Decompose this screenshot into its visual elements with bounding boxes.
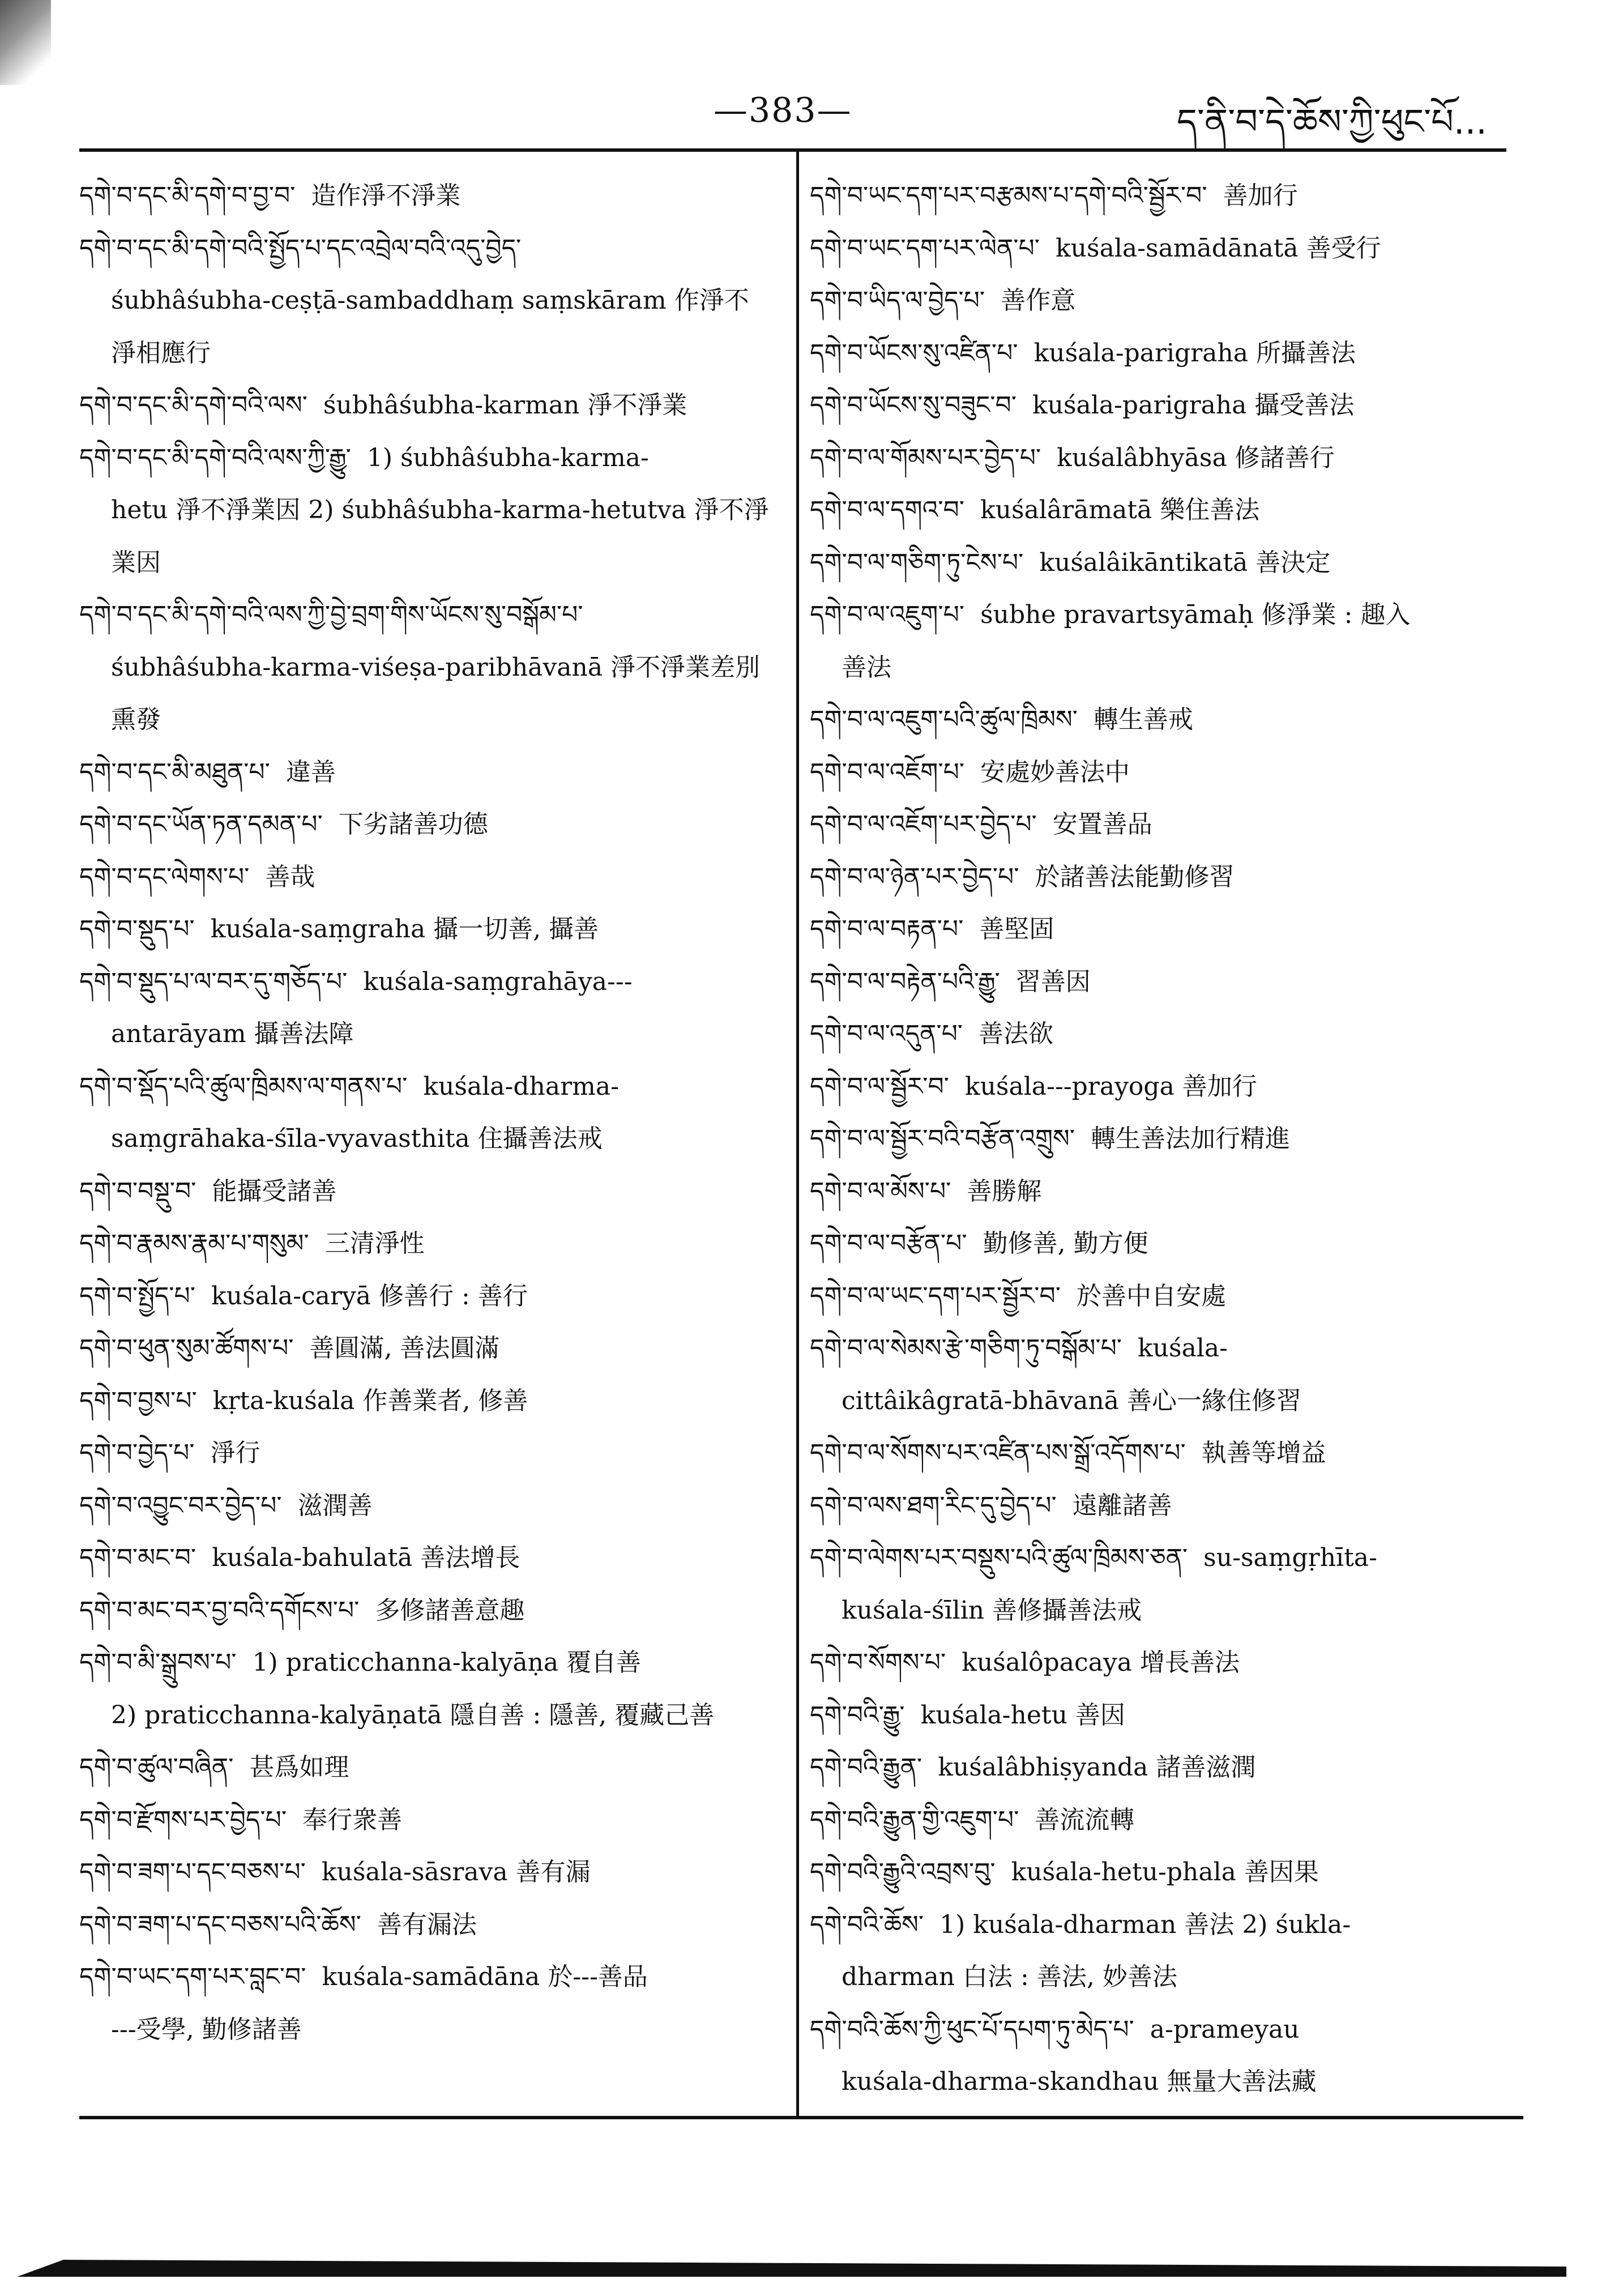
entry-gloss: 轉生善法加行精進 — [1090, 1124, 1290, 1153]
entry-headword: དགེ་བ་བསྡུ་བ་ — [79, 1176, 197, 1206]
entry-gloss: 造作淨不淨業 — [311, 181, 461, 210]
entry-headword: དགེ་བ་ལ་མོས་པ་ — [810, 1176, 951, 1206]
dictionary-entry — [79, 1951, 770, 2056]
entry-headword: དགེ་བ་འབྱུང་བར་བྱེད་པ་ — [79, 1491, 282, 1520]
dictionary-entry — [810, 1166, 1512, 1218]
entry-gloss: 於善中自安處 — [1077, 1281, 1226, 1311]
entry-gloss: kuśalâikāntikatā 善決定 — [1039, 548, 1331, 577]
dictionary-entry — [810, 275, 1512, 327]
entry-headword: དགེ་བ་ལེགས་པར་བསྡུས་པའི་ཚུལ་ཁྲིམས་ཅན་ — [810, 1543, 1188, 1572]
entry-continuation: ---受學, 勤修諸善 — [111, 2015, 302, 2044]
entry-gloss: 1) kuśala-dharman 善法 2) śukla- — [939, 1910, 1351, 1939]
dictionary-entry — [810, 799, 1512, 851]
dictionary-entry — [810, 1322, 1512, 1427]
dictionary-entry — [79, 1846, 770, 1899]
entry-gloss: 習善因 — [1015, 967, 1091, 996]
dictionary-entry — [79, 1061, 770, 1166]
dictionary-entry — [810, 1532, 1512, 1637]
entry-headword: དགེ་བ་དང་མི་དགེ་བའི་སྤྱོད་པ་དང་འབྲེལ་བའི་འདུ་བྱེད་ — [79, 233, 522, 263]
entry-gloss: 安置善品 — [1052, 810, 1152, 839]
dictionary-entry — [810, 851, 1512, 904]
dictionary-entry — [810, 1427, 1512, 1480]
entry-gloss: a-prameyau — [1150, 2015, 1300, 2044]
entry-gloss: kuśala-saṃgraha 攝一切善, 攝善 — [210, 915, 599, 944]
entry-gloss: kuśalâbhiṣyanda 諸善滋潤 — [938, 1753, 1256, 1782]
dictionary-entry — [810, 170, 1512, 223]
entry-gloss: 淨行 — [210, 1439, 260, 1467]
entry-gloss: kuśalâbhyāsa 修諸善行 — [1057, 443, 1335, 472]
entry-gloss: 違善 — [285, 757, 336, 787]
entry-gloss: kuśala-samādānatā 善受行 — [1056, 233, 1381, 263]
entry-headword: དགེ་བ་ལ་སྦྱོར་བའི་བརྩོན་འགྲུས་ — [810, 1124, 1075, 1153]
dictionary-entry — [810, 1008, 1512, 1061]
dictionary-entry — [79, 1742, 770, 1794]
entry-gloss: 甚爲如理 — [249, 1753, 349, 1782]
entry-headword: དགེ་བ་ཡིད་ལ་བྱེད་པ་ — [810, 286, 985, 315]
top-rule — [79, 148, 1506, 152]
entry-headword: དགེ་བ་ཡང་དག་པར་བླང་བ་ — [79, 1962, 306, 1991]
entry-gloss: kuśala- — [1138, 1334, 1228, 1363]
scan-edge-artifact — [0, 0, 51, 85]
entry-headword: དགེ་བ་ཡོངས་སུ་འཛིན་པ་ — [810, 338, 1018, 368]
entry-headword: དགེ་བ་རྫོགས་པར་བྱེད་པ་ — [79, 1805, 287, 1834]
entry-headword: དགེ་བ་ལས་ཐག་རིང་དུ་བྱེད་པ་ — [810, 1491, 1057, 1520]
entry-headword: དགེ་བ་ཡང་དག་པར་བརྩམས་པ་དགེ་བའི་སྦྱོར་བ་ — [810, 181, 1207, 210]
dictionary-entry — [79, 1375, 770, 1428]
entry-gloss: 善法欲 — [979, 1019, 1054, 1048]
dictionary-entry — [79, 589, 770, 746]
dictionary-entry — [79, 1218, 770, 1270]
entry-headword: དགེ་བ་ཟག་པ་དང་བཅས་པའི་ཆོས་ — [79, 1910, 361, 1939]
entry-gloss: 善勝解 — [967, 1176, 1042, 1206]
entry-gloss: 下劣諸善功德 — [338, 810, 488, 839]
entry-headword: དགེ་བ་ལ་གོམས་པར་བྱེད་པ་ — [810, 443, 1041, 472]
entry-headword: དགེ་བ་དང་ཡོན་ཏན་དམན་པ་ — [79, 810, 323, 839]
entry-headword: དགེ་བ་དང་མི་དགེ་བའི་ལས་ — [79, 391, 307, 420]
entry-gloss: kuśala-parigraha 攝受善法 — [1032, 391, 1355, 420]
entry-gloss: 遠離諸善 — [1072, 1491, 1172, 1520]
dictionary-entry — [79, 799, 770, 851]
dictionary-entry — [79, 1427, 770, 1480]
dictionary-entry — [810, 1742, 1512, 1794]
entry-headword: དགེ་བ་མང་བར་བྱ་བའི་དགོངས་པ་ — [79, 1595, 360, 1625]
entry-gloss: kuśala---prayoga 善加行 — [964, 1072, 1257, 1101]
dictionary-entry — [79, 223, 770, 380]
dictionary-entry — [79, 746, 770, 799]
dictionary-entry — [79, 1480, 770, 1533]
entry-gloss: kuśala-sāsrava 善有漏 — [321, 1858, 591, 1887]
entry-continuation: 善法 — [842, 652, 891, 682]
entry-headword: དགེ་བ་དང་མི་དགེ་བའི་ལས་ཀྱི་རྒྱུ་ — [79, 443, 351, 472]
entry-headword: དགེ་བ་ལ་བརྟན་པ་ — [810, 915, 964, 944]
entry-gloss: 善圓滿, 善法圓滿 — [309, 1334, 500, 1363]
entry-headword: དགེ་བ་ཟག་པ་དང་བཅས་པ་ — [79, 1858, 306, 1887]
dictionary-entry — [810, 327, 1512, 380]
entry-headword: དགེ་བ་སྡུད་པ་ — [79, 915, 195, 944]
dictionary-entry — [79, 956, 770, 1061]
entry-headword: དགེ་བ་ཡང་དག་པར་ལེན་པ་ — [810, 233, 1040, 263]
dictionary-entry — [810, 223, 1512, 275]
entry-gloss: 執善等增益 — [1201, 1439, 1326, 1467]
entry-continuation: kuśala-śīlin 善修攝善法戒 — [842, 1595, 1142, 1625]
dictionary-entry — [79, 1585, 770, 1637]
dictionary-entry — [79, 903, 770, 956]
entry-gloss: kuśala-dharma- — [423, 1072, 619, 1101]
entry-headword: དགེ་བ་ཡོངས་སུ་བཟུང་བ་ — [810, 391, 1016, 420]
dictionary-entry — [810, 1061, 1512, 1113]
dictionary-entry — [810, 484, 1512, 537]
entry-headword: དགེ་བ་སྡུད་པ་ལ་བར་དུ་གཅོད་པ་ — [79, 967, 348, 996]
entry-headword: དགེ་བ་ལ་འཇུག་པའི་ཚུལ་ཁྲིམས་ — [810, 705, 1078, 734]
entry-headword: དགེ་བ་ལ་དགའ་བ་ — [810, 496, 964, 524]
page-number: —383— — [714, 91, 852, 130]
entry-gloss: kuśala-parigraha 所攝善法 — [1033, 338, 1356, 368]
entry-gloss: 善作意 — [1001, 286, 1076, 315]
dictionary-entry — [810, 956, 1512, 1009]
entry-headword: དགེ་བ་ལ་ཉེན་པར་བྱེད་པ་ — [810, 862, 1019, 891]
entry-headword: དགེ་བའི་རྒྱུན་ — [810, 1753, 922, 1782]
entry-gloss: śubhe pravartsyāmaḥ 修淨業 : 趣入 — [980, 600, 1411, 629]
entry-headword: དགེ་བ་མང་བ་ — [79, 1543, 197, 1572]
dictionary-entry — [810, 1794, 1512, 1847]
dictionary-entry — [810, 379, 1512, 432]
dictionary-entry — [810, 1637, 1512, 1689]
entry-gloss: 善堅固 — [979, 915, 1054, 944]
entry-gloss: 多修諸善意趣 — [375, 1595, 525, 1625]
dictionary-entry — [79, 170, 770, 223]
entry-gloss: 善加行 — [1223, 181, 1298, 210]
column-divider — [796, 152, 799, 2116]
entry-continuation: saṃgrāhaka-śīla-vyavasthita 住攝善法戒 — [111, 1124, 603, 1153]
entry-headword: དགེ་བ་རྣམས་རྣམ་པ་གསུམ་ — [79, 1229, 309, 1258]
entry-gloss: śubhâśubha-karman 淨不淨業 — [323, 391, 687, 420]
entry-continuation: 2) praticchanna-kalyāṇatā 隱自善 : 隱善, 覆藏己善 — [111, 1700, 715, 1730]
entry-gloss: kuśala-caryā 修善行 : 善行 — [211, 1281, 528, 1311]
dictionary-entry — [79, 1322, 770, 1375]
entry-headword: དགེ་བ་ཚུལ་བཞིན་ — [79, 1753, 234, 1782]
entry-gloss: 轉生善戒 — [1094, 705, 1193, 734]
dictionary-entry — [79, 379, 770, 432]
entry-headword: དགེ་བ་ལ་གཅིག་ཏུ་ངེས་པ་ — [810, 548, 1024, 577]
entry-headword: དགེ་བའི་རྒྱུ་ — [810, 1700, 905, 1730]
entry-headword: དགེ་བ་དང་མི་དགེ་བའི་ལས་ཀྱི་བྱེ་བྲག་གིས་ཡོངས་སུ་བསྒོམ་པ་ — [79, 600, 583, 629]
dictionary-entry — [810, 746, 1512, 799]
entry-headword: དགེ་བའི་རྒྱུའི་འབྲས་བུ་ — [810, 1858, 996, 1887]
entry-continuation: kuśala-dharma-skandhau 無量大善法藏 — [842, 2067, 1317, 2096]
entry-gloss: 善哉 — [265, 862, 315, 891]
dictionary-entry — [79, 1899, 770, 1952]
dictionary-entry — [810, 694, 1512, 746]
entry-headword: དགེ་བ་མི་སྒྲུབས་པ་ — [79, 1648, 237, 1677]
entry-gloss: 奉行衆善 — [302, 1805, 403, 1834]
left-column — [79, 170, 770, 2056]
entry-headword: དགེ་བ་ལ་འདུན་པ་ — [810, 1019, 963, 1048]
entry-continuation: antarāyam 攝善法障 — [111, 1019, 354, 1048]
dictionary-entry — [79, 851, 770, 904]
entry-gloss: 善有漏法 — [377, 1910, 477, 1939]
entry-gloss: 1) śubhâśubha-karma- — [366, 443, 649, 472]
entry-gloss: 於諸善法能勤修習 — [1035, 862, 1235, 891]
entry-headword: དགེ་བ་དང་མི་དགེ་བ་བྱ་བ་ — [79, 181, 296, 210]
entry-headword: དགེ་བ་དང་མི་མཐུན་པ་ — [79, 757, 270, 787]
dictionary-entry — [810, 2004, 1512, 2109]
running-head: ད་ནི་བ་དེ་ཆོས་ཀྱི་ཕུང་པོ... — [1176, 101, 1487, 142]
entry-gloss: kuśala-bahulatā 善法增長 — [212, 1543, 520, 1572]
entry-gloss: kuśalôpacaya 增長善法 — [962, 1648, 1240, 1677]
dictionary-entry — [810, 589, 1512, 694]
entry-gloss: kuśala-hetu 善因 — [920, 1700, 1125, 1730]
dictionary-entry — [810, 432, 1512, 485]
dictionary-entry — [79, 1794, 770, 1847]
entry-gloss: su-saṃgṛhīta- — [1203, 1543, 1377, 1572]
dictionary-entry — [79, 1532, 770, 1585]
entry-headword: དགེ་བ་སྡོད་པའི་ཚུལ་ཁྲིམས་ལ་གནས་པ་ — [79, 1072, 408, 1101]
entry-gloss: kuśala-hetu-phala 善因果 — [1011, 1858, 1319, 1887]
entry-headword: དགེ་བ་ལ་འཇོག་པ་ — [810, 757, 965, 787]
dictionary-entry — [810, 1899, 1512, 2004]
entry-headword: དགེ་བ་ལ་བརྟེན་པའི་རྒྱུ་ — [810, 967, 1000, 996]
entry-headword: དགེ་བ་བྱེད་པ་ — [79, 1439, 195, 1467]
entry-headword: དགེ་བའི་ཆོས་ — [810, 1910, 924, 1939]
dictionary-entry — [79, 1637, 770, 1742]
dictionary-entry — [810, 1113, 1512, 1166]
entry-headword: དགེ་བ་བྱས་པ་ — [79, 1386, 197, 1415]
right-column — [810, 170, 1512, 2109]
entry-headword: དགེ་བ་ལ་འཇུག་པ་ — [810, 600, 965, 629]
entry-headword: དགེ་བའི་ཆོས་ཀྱི་ཕུང་པོ་དཔག་ཏུ་མེད་པ་ — [810, 2015, 1134, 2044]
entry-headword: དགེ་བ་ལ་སྦྱོར་བ་ — [810, 1072, 949, 1101]
entry-gloss: 能攝受諸善 — [212, 1176, 337, 1206]
dictionary-entry — [810, 1270, 1512, 1323]
entry-continuation: śubhâśubha-karma-viśeṣa-paribhāvanā 淨不淨業差別熏發 — [111, 652, 761, 734]
dictionary-entry — [810, 1218, 1512, 1270]
entry-gloss: 三清淨性 — [324, 1229, 425, 1258]
entry-continuation: śubhâśubha-ceṣṭā-sambaddhaṃ saṃskāram 作淨不淨相應行 — [111, 286, 749, 368]
entry-headword: དགེ་བའི་རྒྱུན་གྱི་འཇུག་པ་ — [810, 1805, 1019, 1834]
entry-gloss: kṛta-kuśala 作善業者, 修善 — [212, 1386, 528, 1415]
bottom-rule — [79, 2116, 1523, 2119]
entry-continuation: hetu 淨不淨業因 2) śubhâśubha-karma-hetutva 淨不淨業因 — [111, 496, 769, 577]
entry-headword: དགེ་བ་ལ་སེམས་རྩེ་གཅིག་ཏུ་བསྒོམ་པ་ — [810, 1334, 1122, 1363]
entry-continuation: cittâikâgratā-bhāvanā 善心一緣住修習 — [842, 1386, 1301, 1415]
dictionary-entry — [810, 1846, 1512, 1899]
entry-gloss: 善流流轉 — [1035, 1805, 1135, 1834]
entry-headword: དགེ་བ་སོགས་པ་ — [810, 1648, 946, 1677]
entry-headword: དགེ་བ་དང་ལེགས་པ་ — [79, 862, 250, 891]
dictionary-entry — [810, 1689, 1512, 1742]
entry-headword: དགེ་བ་ཕུན་སུམ་ཚོགས་པ་ — [79, 1334, 294, 1363]
entry-headword: དགེ་བ་ལ་ཡང་དག་པར་སྦྱོར་བ་ — [810, 1281, 1061, 1311]
entry-gloss: kuśalârāmatā 樂住善法 — [980, 496, 1260, 524]
entry-headword: དགེ་བ་སྤྱོད་པ་ — [79, 1281, 195, 1311]
entry-gloss: 滋潤善 — [297, 1491, 373, 1520]
dictionary-entry — [79, 432, 770, 590]
entry-gloss: 1) praticchanna-kalyāṇa 覆自善 — [252, 1648, 642, 1677]
dictionary-entry — [79, 1270, 770, 1323]
dictionary-entry — [810, 903, 1512, 956]
entry-headword: དགེ་བ་ལ་འཇོག་པར་བྱེད་པ་ — [810, 810, 1037, 839]
entry-headword: དགེ་བ་ལ་བརྩོན་པ་ — [810, 1229, 967, 1258]
dictionary-entry — [79, 1166, 770, 1218]
entry-gloss: kuśala-saṃgrahāya--- — [363, 967, 633, 996]
entry-gloss: 勤修善, 勤方便 — [983, 1229, 1148, 1258]
dictionary-entry — [810, 537, 1512, 590]
dictionary-entry — [810, 1480, 1512, 1533]
entry-continuation: dharman 白法 : 善法, 妙善法 — [842, 1962, 1177, 1991]
entry-gloss: 安處妙善法中 — [980, 757, 1130, 787]
scan-bottom-artifact — [17, 2260, 1566, 2277]
entry-headword: དགེ་བ་ལ་སོགས་པར་འཛིན་པས་སྒྲོ་འདོགས་པ་ — [810, 1439, 1186, 1467]
entry-gloss: kuśala-samādāna 於---善品 — [322, 1962, 648, 1991]
